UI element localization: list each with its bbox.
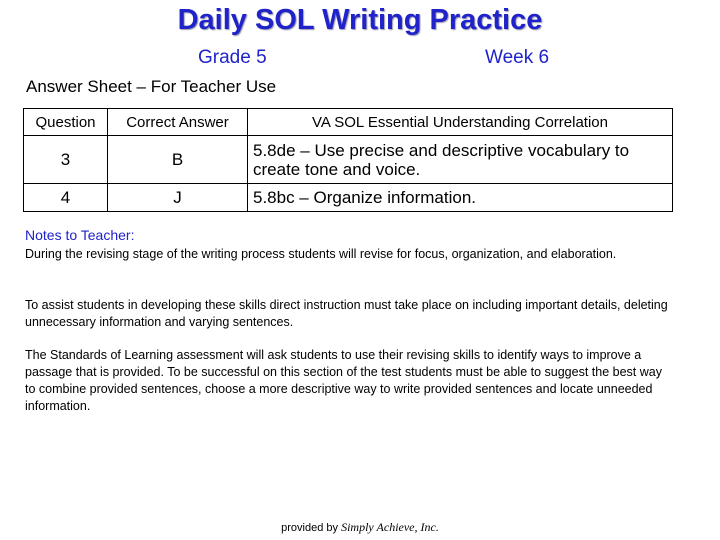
grade-label: Grade 5 — [198, 47, 267, 68]
sol-correlation: 5.8bc – Organize information. — [248, 184, 673, 212]
question-number: 3 — [24, 136, 108, 184]
column-header-correlation: VA SOL Essential Understanding Correlation — [248, 109, 673, 136]
notes-paragraph: To assist students in developing these skills direct instruction must take place on including important details, deleting unnecessary information and varying sentences. — [25, 298, 668, 329]
answer-key-table — [23, 108, 673, 212]
notes-heading: Notes to Teacher: — [25, 227, 135, 243]
correct-answer: J — [108, 184, 248, 212]
notes-paragraph: The Standards of Learning assessment will ask students to use their revising skills to identify ways to improve a passage that is provided. To be successful on this section of the test students must be able to suggest the best way to combine provided sentences, choose a more descriptive way to write provided sentences and locate unneeded information. — [25, 348, 662, 413]
page-title: Daily SOL Writing Practice — [177, 4, 543, 36]
table-header-row — [24, 109, 673, 136]
week-label: Week 6 — [485, 47, 550, 68]
correct-answer: B — [108, 136, 248, 184]
answer-sheet-heading: Answer Sheet – For Teacher Use — [26, 77, 277, 96]
footer-prefix: provided by — [281, 522, 339, 534]
footer-credit — [0, 520, 720, 535]
column-header-question: Question — [24, 109, 108, 136]
brand-name: Simply Achieve, Inc. — [341, 520, 439, 534]
sol-correlation: 5.8de – Use precise and descriptive vocabulary to create tone and voice. — [248, 136, 673, 184]
table-row — [24, 136, 673, 184]
question-number: 4 — [24, 184, 108, 212]
column-header-correct-answer: Correct Answer — [108, 109, 248, 136]
notes-paragraph: During the revising stage of the writing process students will revise for focus, organization, and elaboration. — [25, 247, 617, 261]
table-row — [24, 184, 673, 212]
